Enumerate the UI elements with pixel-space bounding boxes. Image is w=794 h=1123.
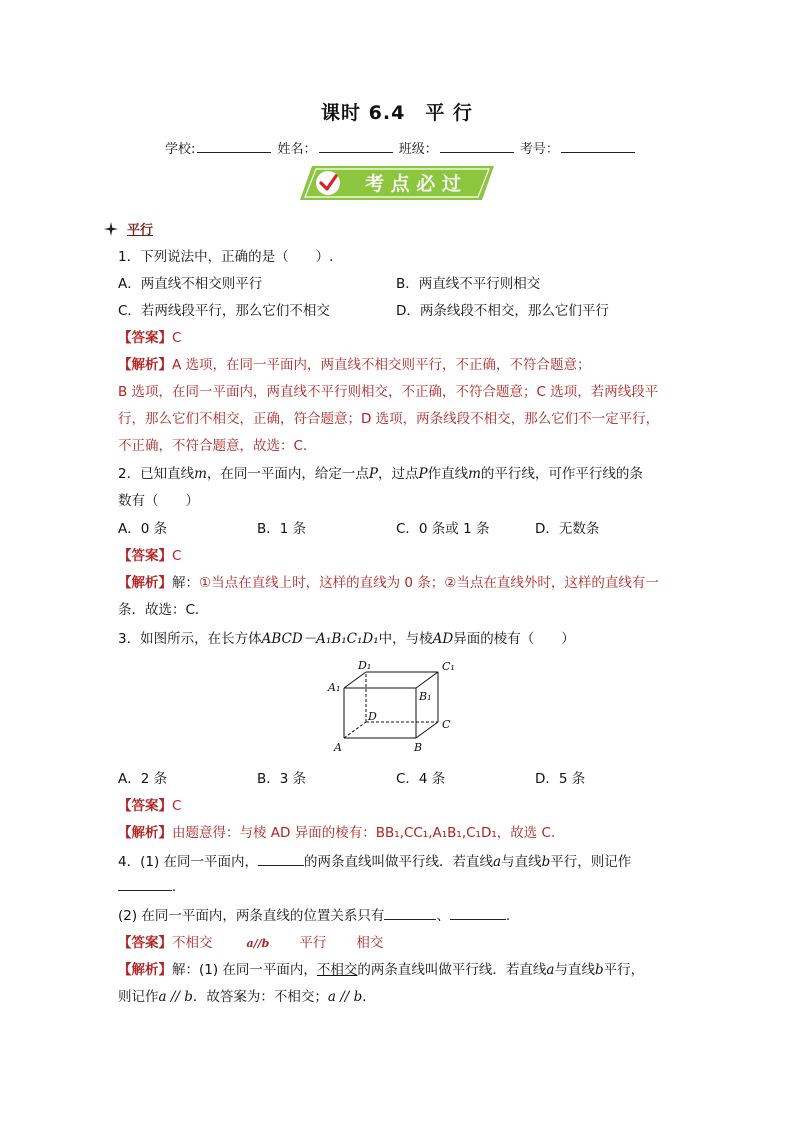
edge-b1c1 xyxy=(416,672,438,688)
q2-analysis-line-2: 条．故选：C． xyxy=(118,602,209,618)
q1-analysis-line-3: 行，那么它们不相交，正确，符合题意；D 选项，两条线段不相交，那么它们不一定平行， xyxy=(118,411,660,427)
label-b: B xyxy=(414,741,423,754)
q4-stem-part: 的两条直线叫做平行线．若直线 xyxy=(304,854,494,870)
answer-tag: 【答案】 xyxy=(118,548,172,564)
q4-stem-part: . xyxy=(172,879,177,895)
q4-stem-part: 与直线 xyxy=(501,854,542,870)
label-c1: C₁ xyxy=(442,660,455,673)
name-blank[interactable] xyxy=(319,140,393,153)
analysis-tag: 【解析】 xyxy=(118,825,172,841)
q4-analysis-part: 与直线 xyxy=(554,962,595,978)
q2-analysis-line-1 xyxy=(118,571,659,591)
math-m: m xyxy=(194,466,207,482)
q3-option-a: A．2 条 xyxy=(118,771,168,787)
page-title: 课时 6.4 平 行 xyxy=(321,102,473,124)
math-p: P xyxy=(418,466,428,482)
analysis-tag: 【解析】 xyxy=(118,962,172,978)
label-d1: D₁ xyxy=(358,660,372,672)
label-d: D xyxy=(368,710,377,723)
q1-option-a: A．两直线不相交则平行 xyxy=(118,276,263,292)
q4-analysis-part: ．故答案为：不相交； xyxy=(192,989,328,1005)
q4-part-1 xyxy=(118,850,631,870)
q4-answer xyxy=(118,931,383,951)
q2-answer xyxy=(118,544,181,564)
math-solid-name: ABCD－A₁B₁C₁D₁ xyxy=(261,631,379,647)
q2-stem-part: ，在同一平面内，给定一点 xyxy=(206,466,369,482)
q2-stem-line-2: 数有（ ） xyxy=(118,493,199,509)
q3-analysis-text: 由题意得：与棱 AD 异面的棱有：BB₁,CC₁,A₁B₁,C₁D₁，故选 C. xyxy=(172,825,556,841)
q4-analysis-line-1 xyxy=(118,958,644,978)
four-point-star-icon xyxy=(104,222,118,236)
q4-answer-4: 相交 xyxy=(356,935,384,951)
class-blank[interactable] xyxy=(440,140,514,153)
q2-option-a: A．0 条 xyxy=(118,521,168,537)
q2-answer-value: C xyxy=(172,548,182,564)
q4-analysis-part: 的两条直线叫做平行线．若直线 xyxy=(357,962,547,978)
q4-part-1-line-2 xyxy=(118,877,176,895)
math-parallel: a // b xyxy=(327,989,363,1005)
q1-option-b: B．两直线不平行则相交 xyxy=(396,276,541,292)
q1-option-d: D．两条线段不相交，那么它们平行 xyxy=(396,303,609,319)
q3-answer xyxy=(118,794,181,814)
q4-stem-part: 平行，则记作 xyxy=(550,854,632,870)
q1-option-c: C．若两线段平行，那么它们不相交 xyxy=(118,303,330,319)
q1-stem: 1．下列说法中，正确的是（ ）. xyxy=(118,249,334,265)
q3-answer-value: C xyxy=(172,798,182,814)
q3-stem-part: 中，与棱 xyxy=(378,631,433,647)
section-banner xyxy=(298,164,496,202)
q4-analysis-part: ． xyxy=(362,989,376,1005)
q4-analysis-part: 解：(1) 在同一平面内， xyxy=(172,962,317,978)
analysis-tag: 【解析】 xyxy=(118,575,172,591)
q1-analysis-line-2: B 选项，在同一平面内，两直线不平行则相交，不正确，不符合题意；C 选项，若两线段平 xyxy=(118,384,659,400)
answer-tag: 【答案】 xyxy=(118,330,172,346)
q4-stem-part: 、 xyxy=(436,908,450,924)
math-a: a xyxy=(493,854,502,870)
q3-option-d: D．5 条 xyxy=(535,771,586,787)
q2-stem-part: 的平行线，可作平行线的条 xyxy=(480,466,643,482)
q3-stem-part: 3．如图所示，在长方体 xyxy=(118,631,262,647)
q2-option-b: B．1 条 xyxy=(257,521,307,537)
school-blank[interactable] xyxy=(197,140,271,153)
q4-part-2 xyxy=(118,904,510,924)
edge-a1d1 xyxy=(344,672,366,688)
q4-stem-part: . xyxy=(505,908,511,924)
label-a1: A₁ xyxy=(328,681,341,694)
edge-ad-hidden xyxy=(344,722,366,738)
q4-answer-2: a//b xyxy=(246,937,270,950)
analysis-tag: 【解析】 xyxy=(118,357,172,373)
q3-option-b: B．3 条 xyxy=(257,771,307,787)
q4-blank-1[interactable] xyxy=(258,852,304,866)
q3-option-c: C．4 条 xyxy=(396,771,446,787)
label-b1: B₁ xyxy=(419,690,432,703)
label-c: C xyxy=(442,718,451,731)
label-a: A xyxy=(334,741,342,754)
q3-stem-part: 异面的棱有（ ） xyxy=(453,631,575,647)
q4-blank-2[interactable] xyxy=(118,877,172,891)
math-edge: AD xyxy=(432,631,454,647)
math-b: b xyxy=(594,962,604,978)
name-label: 姓名： xyxy=(277,142,317,157)
math-parallel: a // b xyxy=(158,989,193,1005)
q1-analysis-line-4: 不正确，不符合题意，故选：C． xyxy=(118,438,317,454)
q1-analysis-line-1 xyxy=(118,353,591,373)
math-m: m xyxy=(468,466,481,482)
q4-analysis-part: 平行， xyxy=(603,962,645,978)
q4-analysis-line-2 xyxy=(118,985,376,1005)
q4-blank-3[interactable] xyxy=(384,906,436,920)
answer-tag: 【答案】 xyxy=(118,798,172,814)
q1-answer xyxy=(118,326,181,346)
banner-text: 考 点 必 过 xyxy=(365,173,461,195)
class-label: 班级： xyxy=(398,142,438,157)
q4-stem-part: (2) 在同一平面内，两条直线的位置关系只有 xyxy=(118,908,385,924)
q3-stem xyxy=(118,627,575,647)
q2-stem-part: 2．已知直线 xyxy=(118,466,195,482)
q2-stem-part: 作直线 xyxy=(427,466,469,482)
answer-tag: 【答案】 xyxy=(118,935,172,951)
section-heading: 平行 xyxy=(127,223,154,238)
q4-blank-4[interactable] xyxy=(450,906,506,920)
student-info-line xyxy=(165,138,637,157)
q4-stem-part: 4．(1) 在同一平面内， xyxy=(118,854,259,870)
q2-stem-part: ，过点 xyxy=(378,466,419,482)
edge-bc xyxy=(416,722,438,738)
q2-analysis-text-1: ①当点在直线上时，这样的直线为 0 条；②当点在直线外时，这样的直线有一 xyxy=(199,575,659,591)
q2-analysis-prefix: 解： xyxy=(172,575,199,591)
q2-stem xyxy=(118,462,643,482)
q4-answer-3: 平行 xyxy=(299,935,327,951)
q2-option-c: C．0 条或 1 条 xyxy=(396,521,490,537)
cuboid-figure xyxy=(326,660,476,760)
exam-number-label: 考号： xyxy=(519,142,559,157)
math-b: b xyxy=(541,854,551,870)
q4-analysis-underlined: 不相交 xyxy=(316,962,358,978)
q4-analysis-part: 则记作 xyxy=(118,989,159,1005)
math-a: a xyxy=(546,962,555,978)
school-label: 学校: xyxy=(165,142,196,157)
q4-answer-1: 不相交 xyxy=(172,935,213,951)
q1-analysis-text-1: A 选项，在同一平面内，两直线不相交则平行，不正确，不符合题意； xyxy=(172,357,591,373)
q3-analysis xyxy=(118,821,555,841)
q1-answer-value: C xyxy=(172,330,182,346)
exam-number-blank[interactable] xyxy=(561,140,635,153)
math-p: P xyxy=(368,466,378,482)
q2-option-d: D．无数条 xyxy=(535,521,600,537)
